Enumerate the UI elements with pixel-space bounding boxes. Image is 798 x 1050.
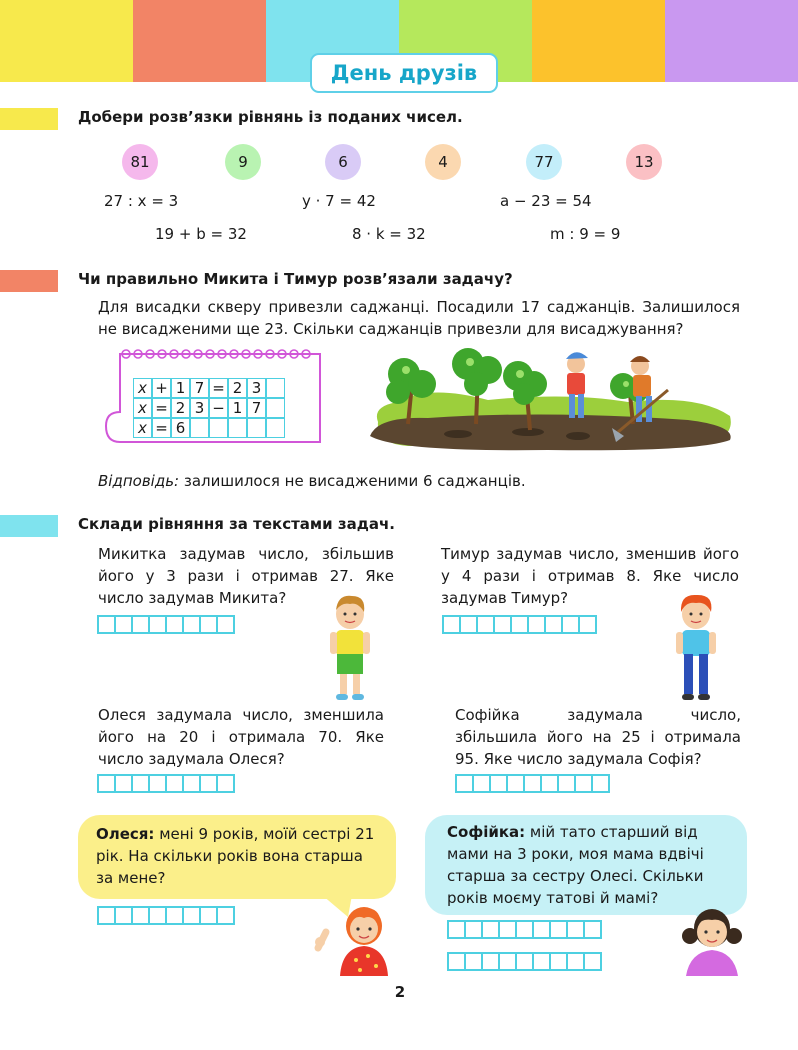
number-option[interactable]: 13 xyxy=(626,144,662,180)
equation: m : 9 = 9 xyxy=(550,225,621,243)
grid-cell: x xyxy=(133,378,152,398)
grid-cell: 1 xyxy=(171,378,190,398)
number-option[interactable]: 81 xyxy=(122,144,158,180)
task-text: Олеся задумала число, зменшила його на 20 і отримала 70. Яке число задумала Олеся? xyxy=(98,706,384,768)
answer-boxes[interactable] xyxy=(455,774,608,793)
grid-cell xyxy=(266,378,285,398)
number-option[interactable]: 77 xyxy=(526,144,562,180)
number-option[interactable]: 6 xyxy=(325,144,361,180)
task-text: Микитка задумав число, збільшив його у 3 рази і отримав 27. Яке число задумав Микита? xyxy=(98,545,394,607)
equation: y · 7 = 42 xyxy=(302,192,376,210)
answer-label: Відповідь: xyxy=(98,472,180,490)
section-marker xyxy=(0,108,58,130)
answer-boxes[interactable] xyxy=(442,615,595,634)
number-option[interactable]: 4 xyxy=(425,144,461,180)
grid-cell: = xyxy=(209,378,228,398)
section-marker xyxy=(0,515,58,537)
section1-heading: Добери розв’язки рівнянь із поданих чисел. xyxy=(78,108,463,126)
grid-cell: 6 xyxy=(171,418,190,438)
grid-cell: 1 xyxy=(228,398,247,418)
page-title: День друзів xyxy=(310,53,498,93)
grid-cell xyxy=(209,418,228,438)
equation: 19 + b = 32 xyxy=(155,225,247,243)
grid-cell: 3 xyxy=(190,398,209,418)
grid-cell: = xyxy=(152,398,171,418)
grid-cell: + xyxy=(152,378,171,398)
equation: a − 23 = 54 xyxy=(500,192,592,210)
equation: 27 : x = 3 xyxy=(104,192,179,210)
speech-text: мій тато старший від мами на 3 роки, моя мама вдвічі старша за сестру Олесі. Скільки років моєму татові й мамі? xyxy=(447,823,704,907)
answer-text: залишилося не висадженими 6 саджанців. xyxy=(179,472,526,490)
grid-cell: = xyxy=(152,418,171,438)
section-marker xyxy=(0,270,58,292)
grid-cell xyxy=(190,418,209,438)
grid-cell xyxy=(228,418,247,438)
number-option[interactable]: 9 xyxy=(225,144,261,180)
answer-boxes[interactable] xyxy=(97,906,233,925)
page-number: 2 xyxy=(394,983,406,1001)
grid-cell: x xyxy=(133,398,152,418)
grid-cell: 2 xyxy=(228,378,247,398)
equation: 8 · k = 32 xyxy=(352,225,426,243)
answer-boxes[interactable] xyxy=(97,615,233,634)
problem-text: Для висадки скверу привезли саджанці. Посадили 17 саджанців. Залишилося не висадженими ще 23. Скільки саджанців привезли для висаджування? xyxy=(98,298,740,338)
speaker-name: Олеся: xyxy=(96,825,155,843)
grid-cell xyxy=(266,398,285,418)
answer-boxes[interactable] xyxy=(447,920,600,939)
task-text: Тимур задумав число, зменшив його у 4 рази і отримав 8. Яке число задумав Тимур? xyxy=(441,545,739,607)
grid-cell: 7 xyxy=(190,378,209,398)
speech-text: мені 9 років, моїй сестрі 21 рік. На скільки років вона старша за мене? xyxy=(96,825,375,887)
speaker-name: Софійка: xyxy=(447,823,526,841)
section3-heading: Склади рівняння за текстами задач. xyxy=(78,515,395,533)
task-text: Софійка задумала число, збільшила його на 25 і отримала 95. Яке число задумала Софія? xyxy=(455,706,741,768)
section2-heading: Чи правильно Микита і Тимур розв’язали задачу? xyxy=(78,270,513,288)
grid-cell xyxy=(266,418,285,438)
grid-cell: 7 xyxy=(247,398,266,418)
answer-boxes[interactable] xyxy=(447,952,600,971)
answer-line xyxy=(98,470,718,492)
grid-cell: 3 xyxy=(247,378,266,398)
grid-cell: − xyxy=(209,398,228,418)
answer-boxes[interactable] xyxy=(97,774,233,793)
grid-cell: 2 xyxy=(171,398,190,418)
grid-cell: x xyxy=(133,418,152,438)
grid-cell xyxy=(247,418,266,438)
olesia-speech xyxy=(78,815,396,899)
